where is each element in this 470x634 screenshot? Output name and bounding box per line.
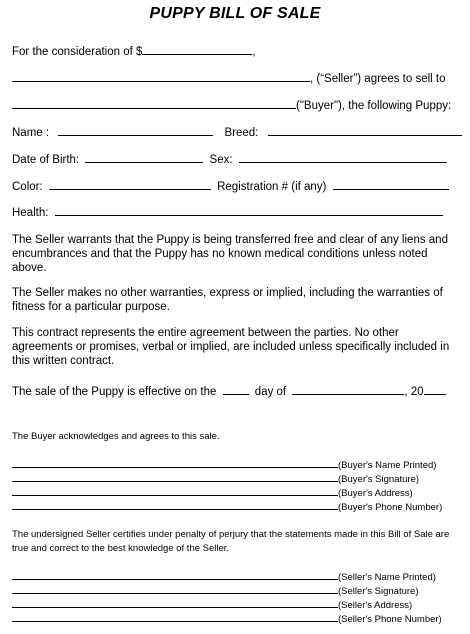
seller-row-label: , (“Seller”) agrees to sell to [310, 73, 446, 85]
entire-agreement-paragraph: This contract represents the entire agreement between the parties. No other agreements or promises, verbal or implied, are included unless specifically included in this written contract. [12, 327, 450, 367]
seller-address-field[interactable] [12, 598, 338, 608]
registration-field[interactable] [333, 179, 449, 190]
buyer-address-field[interactable] [12, 486, 338, 496]
effective-month-field[interactable] [292, 384, 404, 395]
buyer-signature-label: (Buyer's Signature) [338, 474, 420, 485]
buyer-name-printed-field[interactable] [12, 458, 338, 468]
name-label: Name : [12, 127, 50, 139]
seller-signature-row [12, 584, 419, 598]
seller-phone-field[interactable] [12, 612, 338, 622]
consideration-row [12, 44, 256, 59]
seller-phone-label: (Seller's Phone Number) [338, 614, 442, 625]
dob-label: Date of Birth: [12, 154, 80, 166]
consideration-amount-field[interactable] [142, 44, 252, 55]
seller-certification: The undersigned Seller certifies under penalty of perjury that the statements made in this Bill of Sale are true and correct to the best knowledge of the Seller. [12, 529, 450, 554]
consideration-label: For the consideration of $ [12, 46, 143, 58]
sex-field[interactable] [239, 152, 447, 163]
seller-name-printed-row [12, 570, 436, 584]
breed-label: Breed: [224, 127, 259, 139]
registration-label: Registration # (if any) [217, 181, 327, 193]
buyer-name-field[interactable] [12, 98, 296, 109]
effective-day-field[interactable] [223, 384, 249, 395]
effective-date-row [12, 384, 446, 399]
seller-name-field[interactable] [12, 71, 310, 82]
seller-address-label: (Seller's Address) [338, 600, 413, 611]
color-field[interactable] [49, 179, 211, 190]
warranty-paragraph: The Seller warrants that the Puppy is being transferred free and clear of any liens and encumbrances and that the Puppy has no known medical conditions unless noted above. [12, 234, 448, 274]
buyer-address-row [12, 486, 413, 500]
puppy-name-field[interactable] [58, 125, 213, 136]
dob-field[interactable] [85, 152, 203, 163]
color-registration-row [12, 179, 449, 194]
seller-phone-row [12, 612, 442, 626]
seller-address-row [12, 598, 412, 612]
buyer-phone-field[interactable] [12, 500, 338, 510]
buyer-name-printed-label: (Buyer's Name Printed) [338, 460, 437, 471]
buyer-row-label: ("Buyer"), the following Puppy: [296, 100, 452, 112]
buyer-signature-row [12, 472, 419, 486]
buyer-phone-row [12, 500, 442, 514]
consideration-suffix: , [252, 46, 256, 58]
breed-field[interactable] [268, 125, 462, 136]
document-title: PUPPY BILL OF SALE [149, 5, 321, 22]
effective-year-label: , 20 [404, 386, 424, 398]
seller-signature-field[interactable] [12, 584, 338, 594]
buyer-acknowledgement: The Buyer acknowledges and agrees to this sale. [12, 431, 220, 442]
color-label: Color: [12, 181, 43, 193]
sex-label: Sex: [209, 154, 233, 166]
effective-dayof-label: day of [254, 386, 287, 398]
buyer-row [12, 98, 451, 113]
health-row [12, 205, 443, 220]
seller-signature-label: (Seller's Signature) [338, 586, 419, 597]
effective-year-field[interactable] [424, 384, 446, 395]
buyer-address-label: (Buyer's Address) [338, 488, 413, 499]
seller-name-printed-field[interactable] [12, 570, 338, 580]
seller-row [12, 71, 446, 86]
buyer-name-printed-row [12, 458, 436, 472]
no-warranty-paragraph: The Seller makes no other warranties, express or implied, including the warranties of fitness for a particular purpose. [12, 287, 443, 313]
dob-sex-row [12, 152, 447, 167]
buyer-signature-field[interactable] [12, 472, 338, 482]
health-label: Health: [12, 207, 49, 219]
buyer-phone-label: (Buyer's Phone Number) [338, 502, 443, 513]
effective-label: The sale of the Puppy is effective on the [12, 386, 217, 398]
health-field[interactable] [55, 205, 443, 216]
name-breed-row [12, 125, 462, 140]
seller-name-printed-label: (Seller's Name Printed) [338, 572, 436, 583]
